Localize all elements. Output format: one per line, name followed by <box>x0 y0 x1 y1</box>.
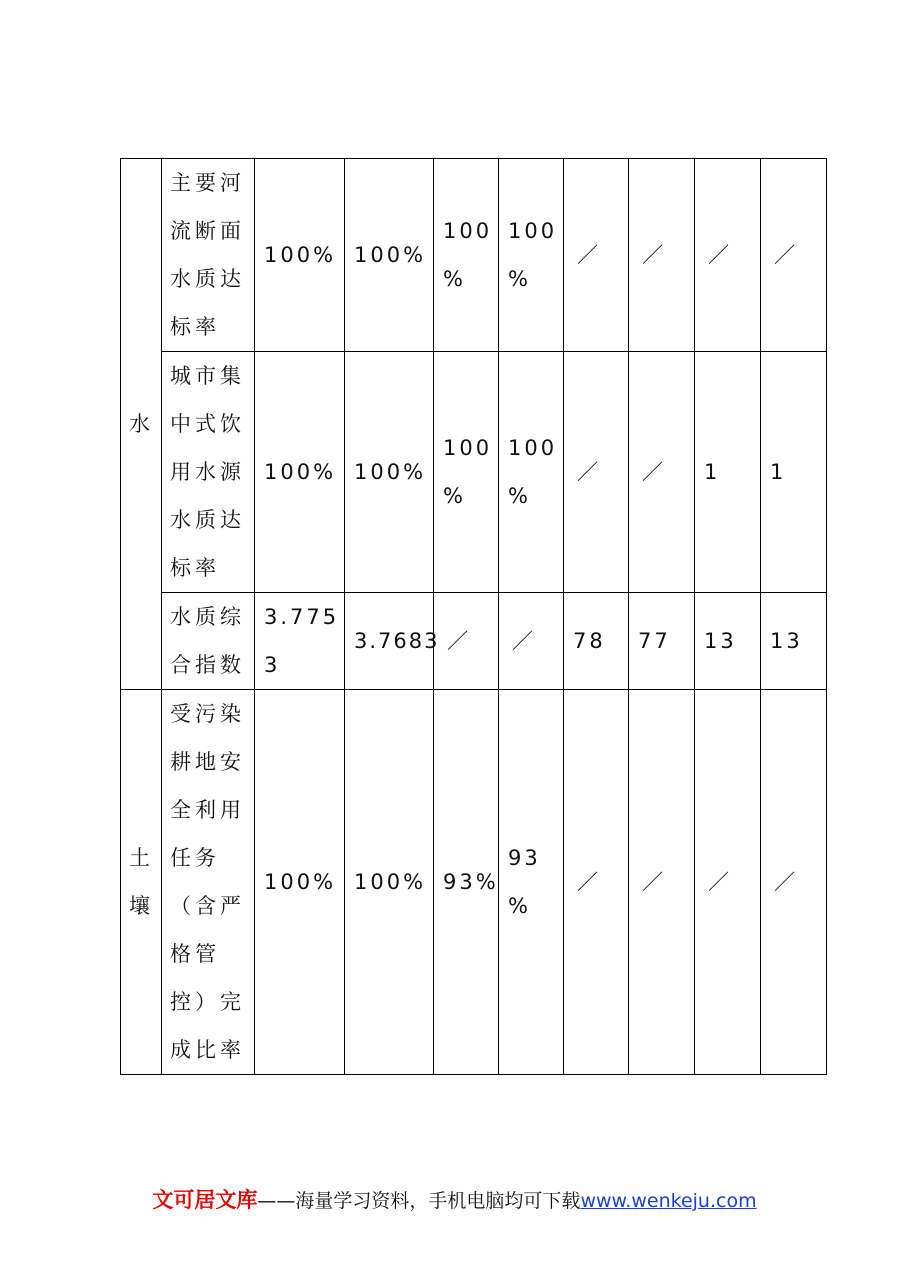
indicator-river-section: 主要河 流断面 水质达 标率 <box>162 159 255 352</box>
footer-banner <box>0 1184 909 1214</box>
table-cell: ／ <box>499 593 564 690</box>
indicator-farmland-safe-use: 受污染 耕地安 全利用 任务 （含严 格管 控）完 成比率 <box>162 690 255 1075</box>
footer-tagline: ——海量学习资料，手机电脑均可下载 <box>257 1190 581 1212</box>
table-cell: 100% <box>345 690 434 1075</box>
table-cell: 3.7683 <box>345 593 434 690</box>
table-cell: 100% <box>255 690 345 1075</box>
indicator-water-quality-index: 水质综 合指数 <box>162 593 255 690</box>
table-cell: 100% <box>345 352 434 593</box>
table-cell: 100% <box>345 159 434 352</box>
table-row <box>121 690 827 1075</box>
table-cell: 100% <box>255 159 345 352</box>
category-soil: 土 壤 <box>121 690 162 1075</box>
table-cell: ／ <box>695 159 761 352</box>
brand-name: 文可居文库 <box>152 1188 258 1212</box>
category-water: 水 <box>121 159 162 690</box>
table-cell: ／ <box>629 690 695 1075</box>
table-cell: ／ <box>629 352 695 593</box>
table-cell: ／ <box>761 159 827 352</box>
table-cell: ／ <box>695 690 761 1075</box>
table-cell: 100 % <box>434 159 499 352</box>
table-cell: 100 % <box>434 352 499 593</box>
table-cell: ／ <box>761 690 827 1075</box>
table-cell: ／ <box>564 352 629 593</box>
table-cell: 78 <box>564 593 629 690</box>
table-cell: 77 <box>629 593 695 690</box>
table-cell: 3.775 3 <box>255 593 345 690</box>
footer-link[interactable]: www.wenkeju.com <box>580 1190 757 1212</box>
table-cell: ／ <box>629 159 695 352</box>
table-cell: ／ <box>434 593 499 690</box>
table-cell: 1 <box>761 352 827 593</box>
table-cell: 13 <box>761 593 827 690</box>
table-cell: 100% <box>255 352 345 593</box>
table-cell: 100 % <box>499 159 564 352</box>
table-cell: ／ <box>564 159 629 352</box>
table-cell: 1 <box>695 352 761 593</box>
indicator-drinking-water-source: 城市集 中式饮 用水源 水质达 标率 <box>162 352 255 593</box>
table-cell: ／ <box>564 690 629 1075</box>
table-cell: 100 % <box>499 352 564 593</box>
table-cell: 93% <box>434 690 499 1075</box>
indicator-table <box>120 158 827 1075</box>
table-row <box>121 159 827 352</box>
table-row <box>121 352 827 593</box>
table-cell: 93 % <box>499 690 564 1075</box>
table-row <box>121 593 827 690</box>
table-cell: 13 <box>695 593 761 690</box>
